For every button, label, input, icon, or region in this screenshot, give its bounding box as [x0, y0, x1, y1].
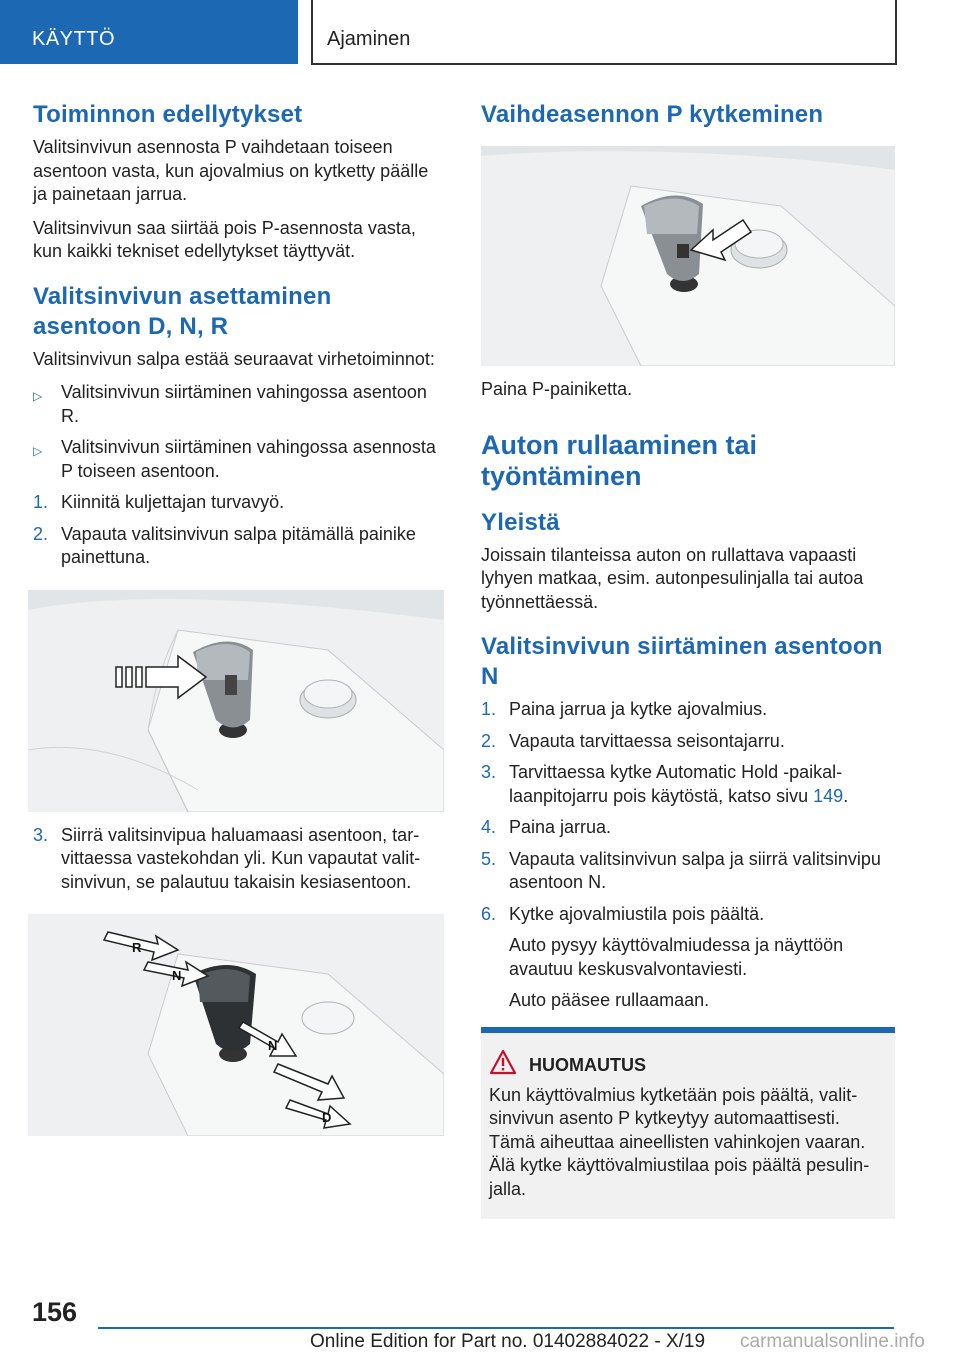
- bullet-triangle-icon: ▷: [33, 444, 43, 458]
- paragraph: Joissain tilanteissa auton on rullattava vapaasti lyhyen matkaa, esim. autonpesulinjalla tai autoa työnnettäessä.: [481, 544, 864, 612]
- heading-rolling: Auton rullaaminen tai työntäminen: [481, 429, 758, 491]
- paragraph: Valitsinvivun asennosta P vaihdetaan toiseen asentoon vasta, kun ajovalmius on kytketty päälle ja painetaan jarrua.: [33, 137, 429, 204]
- right-column: [481, 100, 895, 1219]
- step-item: 2. Vapauta valitsinvivun salpa pitämällä painike painettuna.: [33, 523, 416, 567]
- watermark: carmanualsonline.info: [740, 1331, 925, 1352]
- heading-requirements: Toiminnon edellytykset: [33, 101, 303, 128]
- step-number: 4.: [481, 817, 497, 837]
- step-number: 1.: [481, 699, 497, 719]
- heading-general: Yleistä: [481, 508, 560, 536]
- gear-r-label: R: [132, 940, 142, 955]
- step-number: 3.: [481, 762, 497, 782]
- step-item: 1. Kiinnitä kuljettajan turvavyö.: [33, 491, 445, 515]
- warning-title: HUOMAUTUS: [529, 1055, 887, 1076]
- bullet-item: ▷ Valitsinvivun siirtäminen vahingossa asentoon R.: [33, 382, 427, 426]
- step-item: 5. Vapauta valitsinvivun salpa ja siirrä valitsinvipu asentoon N.: [481, 848, 881, 892]
- paragraph: Valitsinvivun salpa estää seuraavat virhetoiminnot:: [33, 348, 435, 369]
- step-item: 3. Siirrä valitsinvipua haluamaasi asentoon, tarvittaessa vastekohdan yli. Kun vapautat valitsinvivun, se palautuu takaisin kesiasentoon.: [33, 824, 421, 892]
- step-number: 2.: [33, 523, 49, 544]
- heading-set-position: Valitsinvivun asettaminen asentoon D, N, R: [33, 282, 332, 340]
- footer-divider: [98, 1327, 894, 1329]
- step-continuation: Auto pääsee rullaamaan.: [509, 990, 710, 1010]
- step-number: 2.: [481, 730, 497, 751]
- page-link[interactable]: 149: [813, 785, 844, 806]
- gear-positions-illustration: [28, 914, 444, 1136]
- heading-park-engage: Vaihdeasennon P kytkeminen: [481, 101, 824, 128]
- heading-shift-neutral: Valitsinvivun siirtäminen asentoon N: [481, 633, 883, 690]
- gear-d-label: D: [322, 1110, 332, 1125]
- park-button-illustration: [481, 146, 895, 366]
- step-continuation: Auto pysyy käyttövalmiudessa ja näyttöön avautuu keskusvalvontaviesti.: [509, 935, 844, 979]
- section-tab: [0, 0, 298, 64]
- step-item: 3. Tarvittaessa kytke Automatic Hold -paikallaanpitojarru pois käytöstä, katso sivu 149.: [481, 762, 849, 806]
- step-item: 2. Vapauta tarvittaessa seisontajarru.: [481, 730, 895, 754]
- step-number: 1.: [33, 492, 49, 512]
- step-number: 6.: [481, 903, 497, 924]
- step-item: 4. Paina jarrua.: [481, 816, 895, 840]
- step-item: 1. Paina jarrua ja kytke ajovalmius.: [481, 698, 895, 722]
- step-number: 3.: [33, 824, 49, 845]
- bullet-triangle-icon: ▷: [33, 389, 43, 403]
- warning-box: [481, 1027, 895, 1220]
- warning-text: Kun käyttövalmius kytketään pois päältä, valitsinvivun asento P kytkeytyy automaattisesti. Tämä aiheuttaa aineellisten vahinkojen vaaran. Älä kytke käyttövalmiustilaa pois päältä pesulinjalla.: [489, 1084, 870, 1199]
- chapter-title: Ajaminen: [327, 28, 411, 50]
- warning-triangle-icon: [489, 1049, 517, 1075]
- page-number: 156: [32, 1297, 78, 1327]
- left-column: [33, 100, 445, 1136]
- section-title: KÄYTTÖ: [32, 28, 116, 50]
- gear-n-label: N: [172, 968, 182, 983]
- gear-lever-release-illustration: [28, 590, 444, 812]
- step-item: 6. Kytke ajovalmiustila pois päältä.: [481, 903, 895, 927]
- chapter-header: [311, 0, 897, 65]
- paragraph: Valitsinvivun saa siirtää pois P-asennosta vasta, kun kaikki tekniset edellytykset täyttyvät.: [33, 217, 416, 261]
- edition-text: Online Edition for Part no. 01402884022 - X/19: [310, 1331, 706, 1352]
- gear-n-label: N: [268, 1038, 278, 1053]
- step-number: 5.: [481, 848, 497, 869]
- bullet-item: ▷ Valitsinvivun siirtäminen vahingossa asennosta P toiseen asentoon.: [33, 437, 436, 481]
- image-caption: Paina P-painiketta.: [481, 379, 633, 399]
